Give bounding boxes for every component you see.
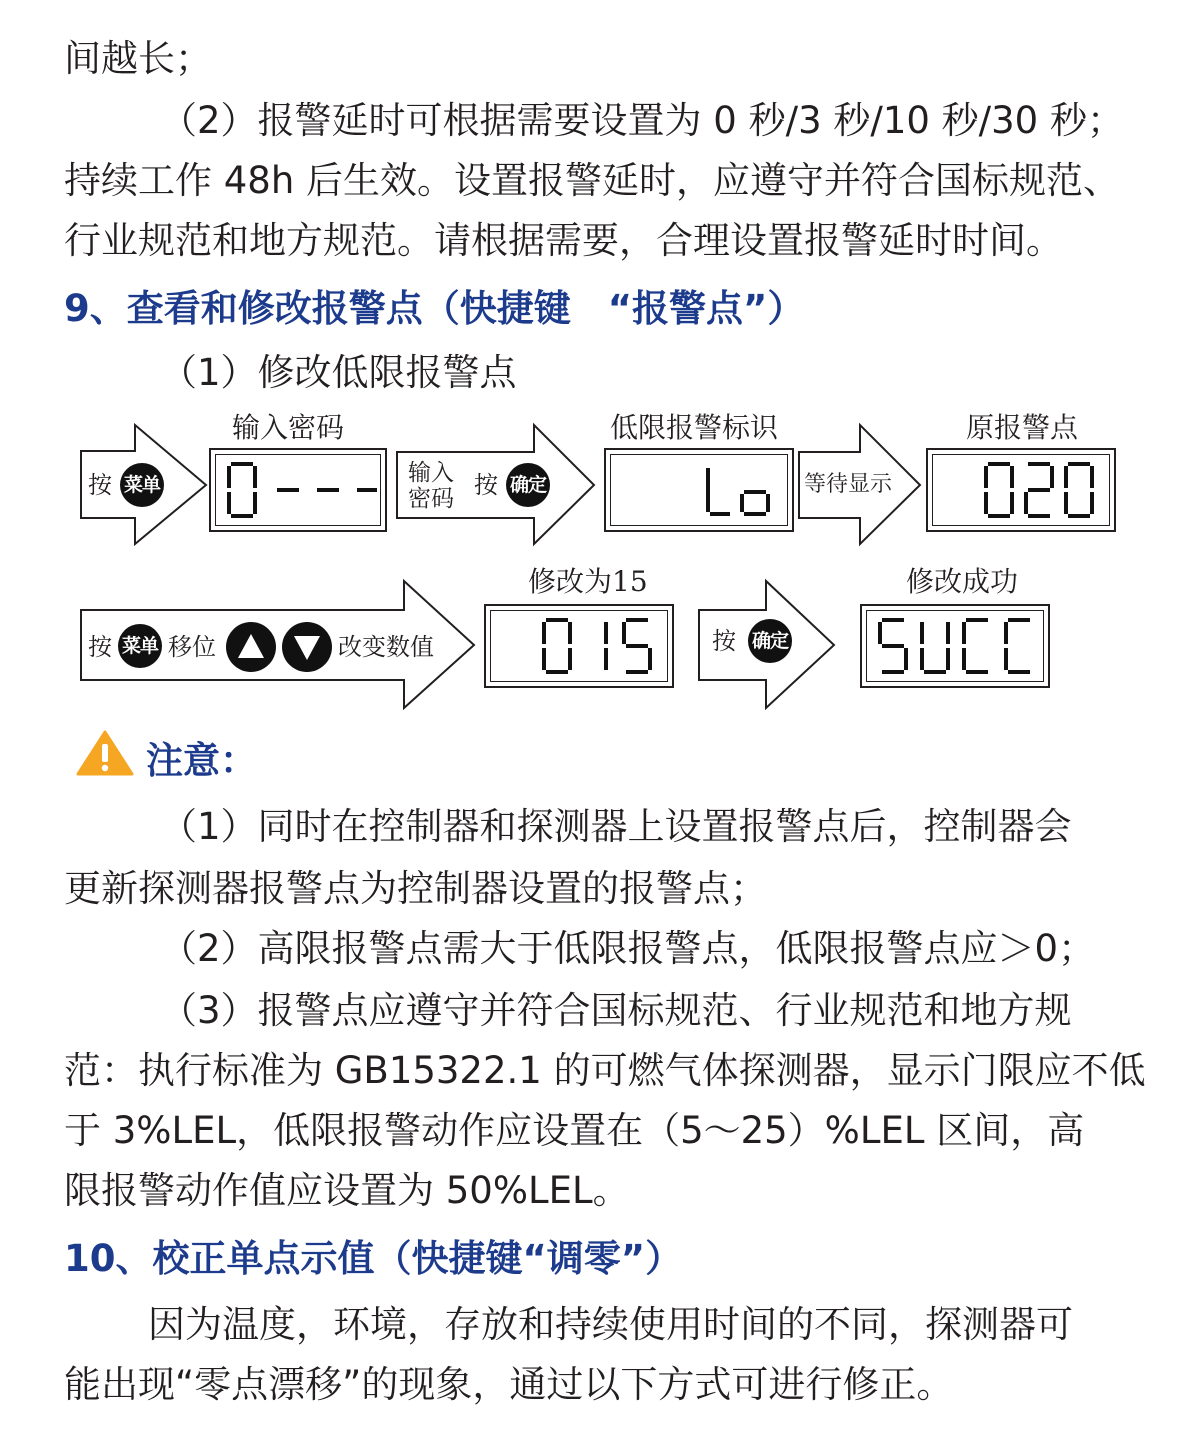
section-heading-10: 10、校正单点示值（快捷键“调零”） [64,1237,683,1280]
label-enter-password: 输入密码 [232,411,345,444]
paragraph-line: 行业规范和地方规范。请根据需要，合理设置报警延时时间。 [64,219,1063,262]
lcd-digits [211,450,385,530]
paragraph-line: （2）报警延时可根据需要设置为 0 秒/3 秒/10 秒/30 秒； [160,99,1124,142]
paragraph-line: 更新探测器报警点为控制器设置的报警点； [64,867,767,910]
paragraph-line: 于 3%LEL，低限报警动作应设置在（5～25）%LEL 区间，高 [64,1109,1085,1152]
confirm-key-icon: 确定 [506,463,550,507]
label-modify-to-15: 修改为15 [528,565,648,598]
lcd-digits [486,606,672,686]
lcd-display-success [860,604,1050,688]
step-arrow-press-confirm [698,580,836,710]
press-text: 按 [88,471,112,499]
label-modify-success: 修改成功 [906,565,1019,598]
subheading-modify-low-alarm: （1）修改低限报警点 [160,351,517,394]
lcd-display-original [926,448,1116,532]
lcd-digits [928,450,1114,530]
paragraph-line: （2）高限报警点需大于低限报警点，低限报警点应＞0； [160,927,1096,970]
paragraph-line: 间越长； [64,37,212,80]
press-text: 按 [712,627,736,655]
paragraph-line: （3）报警点应遵守并符合国标规范、行业规范和地方规 [160,989,1072,1032]
paragraph-line: 因为温度，环境，存放和持续使用时间的不同，探测器可 [148,1303,1073,1346]
enter-text-line2: 密码 [408,486,454,512]
menu-key-icon: 菜单 [120,463,164,507]
paragraph-line: 限报警动作值应设置为 50%LEL。 [64,1169,630,1212]
paragraph-line: 能出现“零点漂移”的现象，通过以下方式可进行修正。 [64,1363,954,1406]
step-arrow-press-menu [80,424,208,546]
step-arrow-wait-display [798,424,922,546]
lcd-digits [606,450,792,530]
move-text: 移位 [168,633,216,661]
section-heading-9: 9、查看和修改报警点（快捷键 “报警点”） [64,287,805,330]
confirm-key-icon: 确定 [748,619,792,663]
lcd-digits [862,606,1048,686]
lcd-display-low-mark [604,448,794,532]
lcd-display-password [209,448,387,532]
enter-text-line1: 输入 [408,460,454,486]
step-arrow-enter-password-confirm [396,424,596,546]
press-text: 按 [88,633,112,661]
label-original-alarm-point: 原报警点 [966,411,1079,444]
step-arrow-move-change [80,580,476,710]
change-value-text: 改变数值 [338,633,434,661]
paragraph-line: 持续工作 48h 后生效。设置报警延时，应遵守并符合国标规范、 [64,159,1121,202]
label-low-alarm-mark: 低限报警标识 [610,411,779,444]
up-arrow-key-icon [226,622,276,672]
press-text: 按 [474,471,498,499]
paragraph-line: （1）同时在控制器和探测器上设置报警点后，控制器会 [160,805,1072,848]
warning-icon [76,730,134,776]
menu-key-icon: 菜单 [118,624,162,668]
wait-display-text: 等待显示 [804,472,893,497]
lcd-display-modify [484,604,674,688]
down-arrow-key-icon [282,622,332,672]
paragraph-line: 范：执行标准为 GB15322.1 的可燃气体探测器，显示门限应不低 [64,1049,1146,1092]
note-title: 注意： [146,739,257,782]
